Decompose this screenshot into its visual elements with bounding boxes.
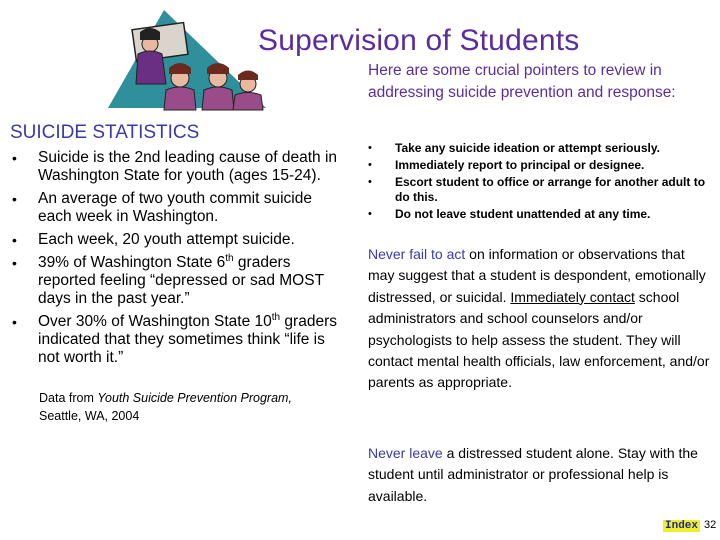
students-figures-clipart	[98, 4, 268, 116]
list-item: • Suicide is the 2nd leading cause of death in Washington State for youth (ages 15-24).	[12, 149, 348, 185]
list-item: • Escort student to office or arrange for another adult to do this.	[368, 175, 713, 205]
never-fail-paragraph: Never fail to act on information or observations that may suggest that a student is despondent, emotionally distressed, or suicidal. Immediately contact school administrators and school counselors and/or psychologists to help assess the student. They will contact mental health officials, law enforcement, and/or parents as appropriate.	[368, 246, 710, 391]
statistics-heading: SUICIDE STATISTICS	[10, 122, 200, 143]
page-number: 32	[704, 519, 717, 531]
list-item: • 39% of Washington State 6th graders reported feeling “depressed or sad MOST days in the past year.”	[12, 254, 348, 308]
list-item: • Take any suicide ideation or attempt seriously.	[368, 141, 713, 156]
statistics-list	[12, 149, 348, 372]
list-item: • Over 30% of Washington State 10th graders indicated that they sometimes think “life is not worth it.”	[12, 313, 348, 367]
list-item: • Do not leave student unattended at any time.	[368, 207, 713, 222]
list-item: • An average of two youth commit suicide each week in Washington.	[12, 190, 348, 226]
never-leave-paragraph: Never leave a distressed student alone. Stay with the student until administrator or professional help is available.	[368, 445, 698, 504]
list-item: • Immediately report to principal or designee.	[368, 158, 713, 173]
index-link[interactable]: Index	[665, 520, 699, 532]
footer	[663, 519, 716, 532]
data-source-note: Data from Youth Suicide Prevention Program, Seattle, WA, 2004	[39, 391, 292, 423]
pointers-list	[368, 141, 713, 224]
page-title: Supervision of Students	[258, 24, 580, 57]
list-item: • Each week, 20 youth attempt suicide.	[12, 231, 348, 249]
pointers-intro: Here are some crucial pointers to review in addressing suicide prevention and response:	[368, 62, 676, 101]
